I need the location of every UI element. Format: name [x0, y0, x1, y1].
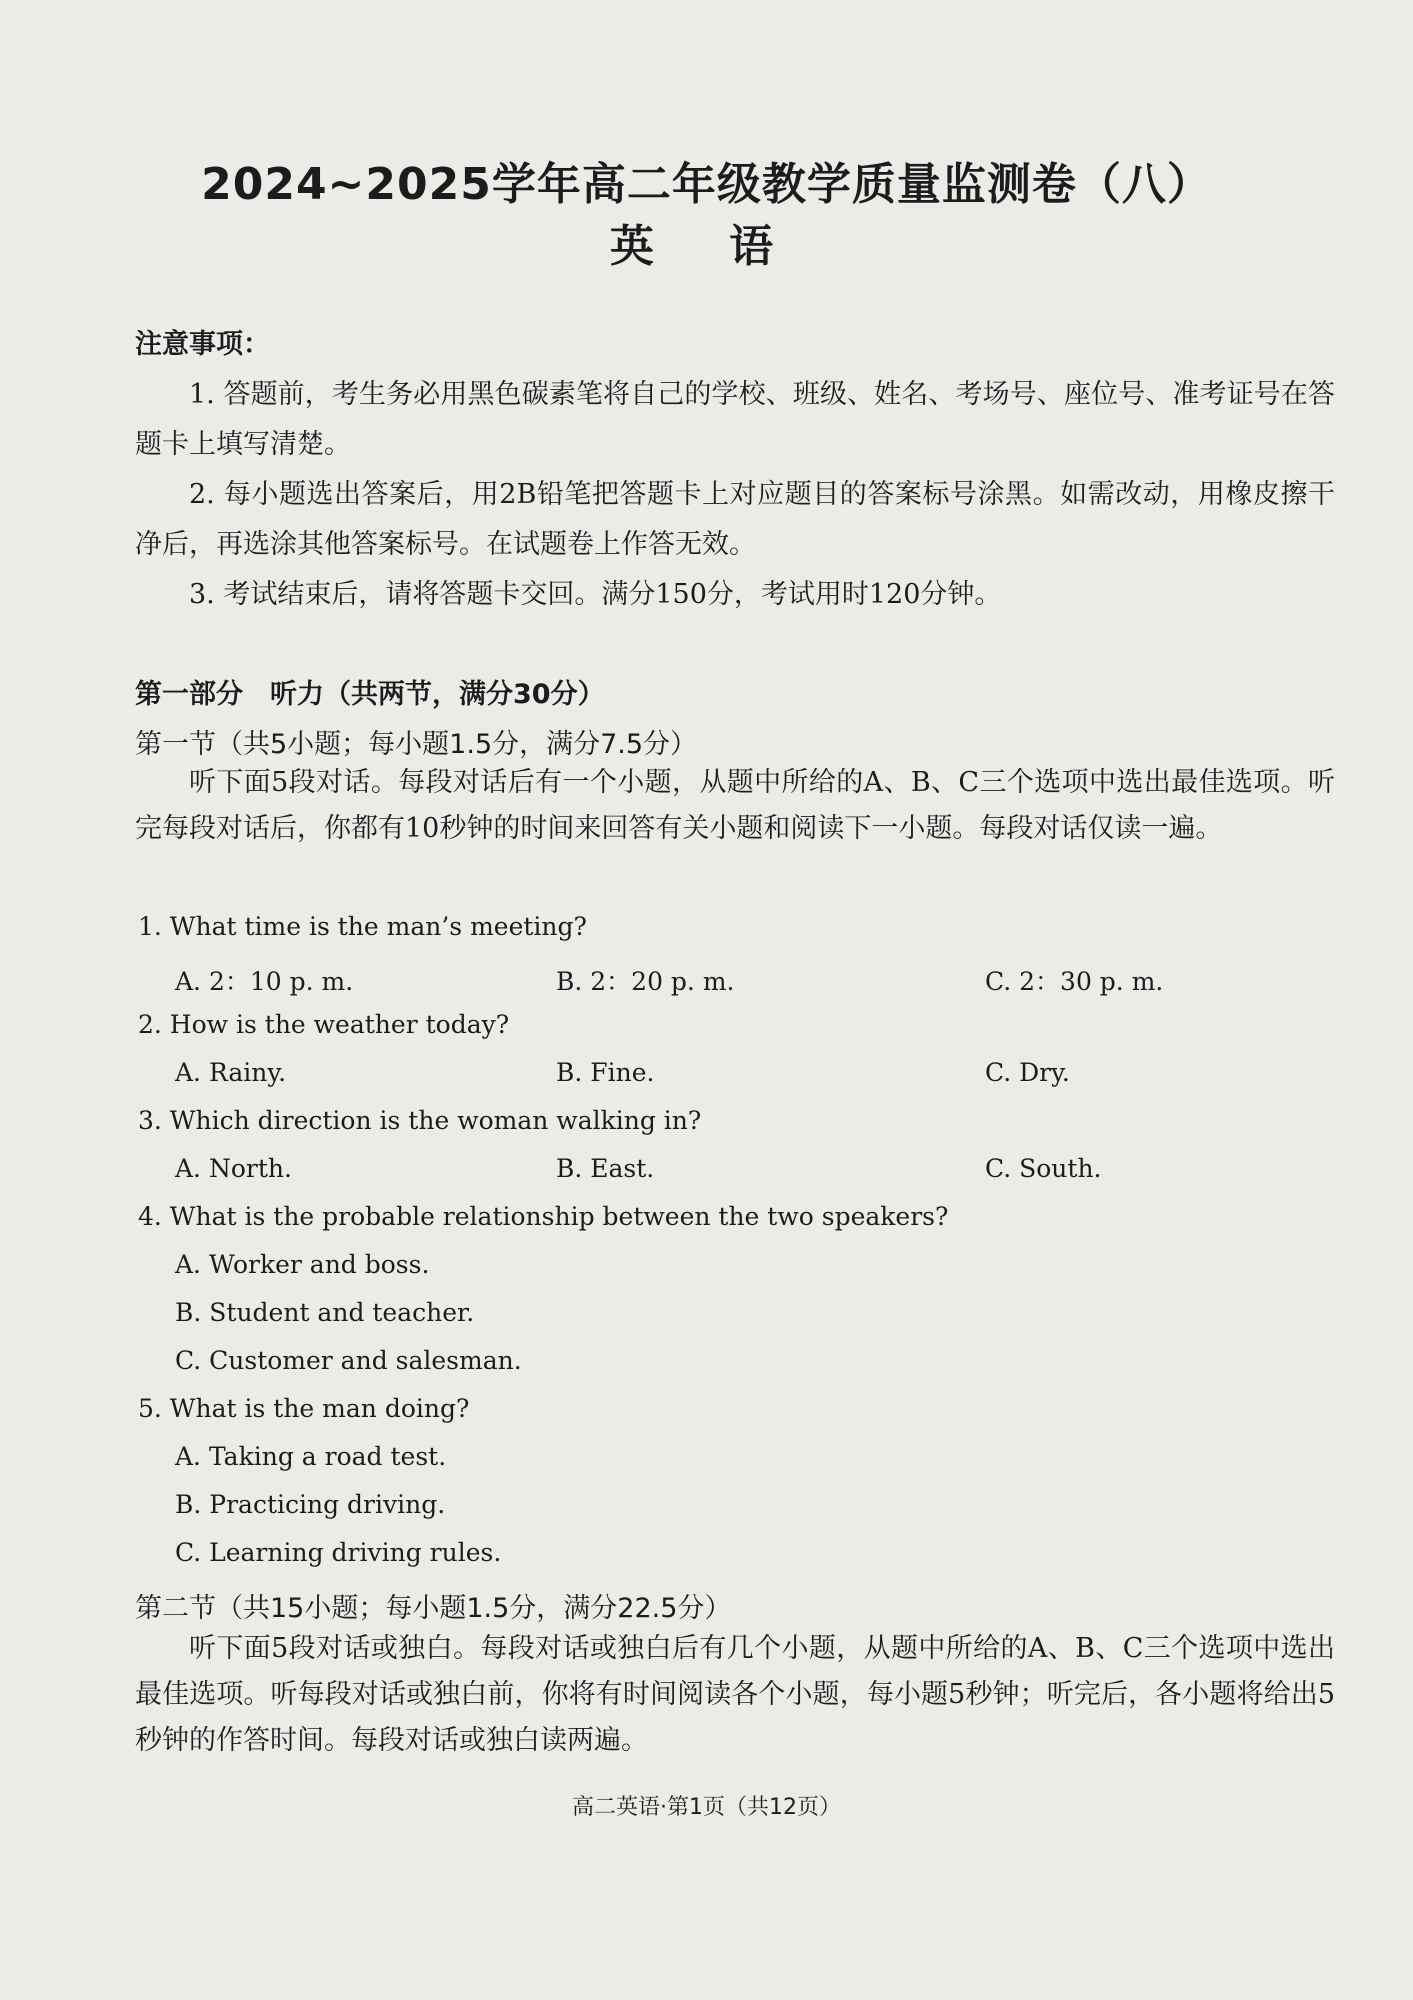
question-stem: 2. How is the weather today? [138, 1010, 510, 1039]
section2-instructions: 听下面5段对话或独白。每段对话或独白后有几个小题，从题中所给的A、B、C三个选项中选出最佳选项。听每段对话或独白前，你将有时间阅读各个小题，每小题5秒钟；听完后，各小题将给出5秒钟的作答时间。每段对话或独白读两遍。 [135, 1633, 1335, 1756]
notice-heading: 注意事项： [135, 329, 270, 360]
option: C. 2：30 p. m. [985, 967, 1164, 996]
section2-heading: 第二节（共15小题；每小题1.5分，满分22.5分） [135, 1593, 732, 1624]
option: A. 2：10 p. m. [175, 967, 354, 996]
option: B. Student and teacher. [175, 1298, 475, 1327]
option: C. Dry. [985, 1058, 1070, 1087]
option: A. North. [175, 1154, 292, 1183]
option: B. 2：20 p. m. [556, 967, 735, 996]
option: C. Customer and salesman. [175, 1346, 522, 1375]
question-stem: 4. What is the probable relationship between the two speakers? [138, 1202, 949, 1231]
question-stem: 3. Which direction is the woman walking in? [138, 1106, 702, 1135]
subject-title: 英 语 [609, 221, 804, 272]
section1-heading: 第一节（共5小题；每小题1.5分，满分7.5分） [135, 729, 698, 760]
part1-heading: 第一部分 听力（共两节，满分30分） [135, 679, 605, 710]
notice-item-2: 2. 每小题选出答案后，用2B铅笔把答题卡上对应题目的答案标号涂黑。如需改动，用橡皮擦干净后，再选涂其他答案标号。在试题卷上作答无效。 [135, 479, 1335, 560]
exam-title: 2024~2025学年高二年级教学质量监测卷（八） [201, 159, 1212, 210]
notice-item-3: 3. 考试结束后，请将答题卡交回。满分150分，考试用时120分钟。 [189, 579, 1002, 610]
question-stem: 5. What is the man doing? [138, 1394, 470, 1423]
option: B. Practicing driving. [175, 1490, 446, 1519]
option: B. East. [556, 1154, 655, 1183]
notice-item-1: 1. 答题前，考生务必用黑色碳素笔将自己的学校、班级、姓名、考场号、座位号、准考证号在答题卡上填写清楚。 [135, 379, 1335, 460]
option: A. Taking a road test. [175, 1442, 447, 1471]
question-stem: 1. What time is the man’s meeting? [138, 912, 587, 941]
option: A. Rainy. [175, 1058, 287, 1087]
option: A. Worker and boss. [175, 1250, 430, 1279]
option: C. South. [985, 1154, 1102, 1183]
section1-instructions: 听下面5段对话。每段对话后有一个小题，从题中所给的A、B、C三个选项中选出最佳选项。听完每段对话后，你都有10秒钟的时间来回答有关小题和阅读下一小题。每段对话仅读一遍。 [135, 767, 1335, 844]
option: B. Fine. [556, 1058, 655, 1087]
option: C. Learning driving rules. [175, 1538, 502, 1567]
page-footer: 高二英语·第1页（共12页） [572, 1795, 841, 1820]
